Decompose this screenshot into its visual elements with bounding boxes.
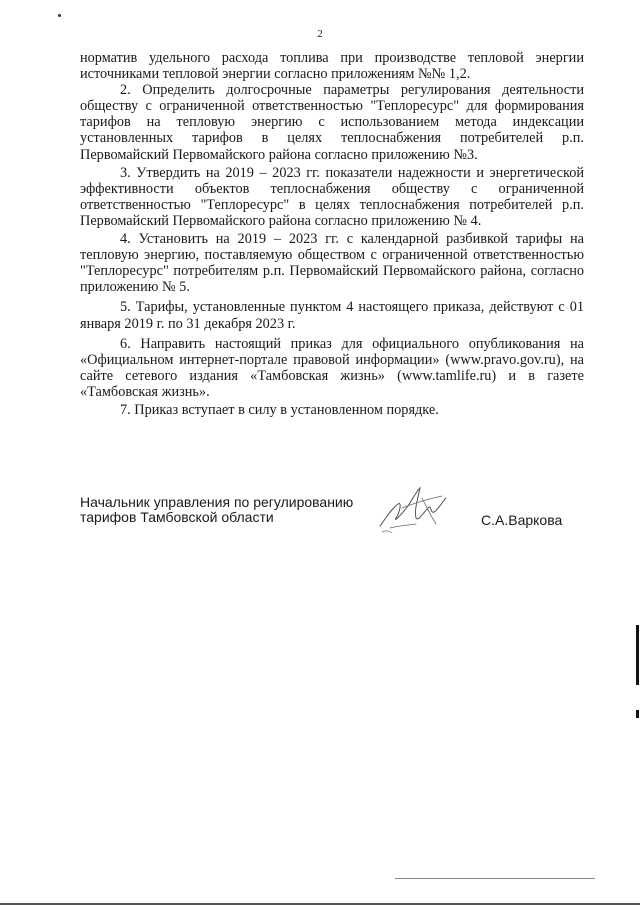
signatory-title-line2: тарифов Тамбовской области <box>80 509 274 525</box>
scan-artifact-dot <box>58 14 61 17</box>
paragraph-continuation: норматив удельного расхода топлива при производстве тепловой энергии источниками тепловой энергии согласно приложениям №№ 1,2. <box>80 50 584 83</box>
paragraph-item-5: 5. Тарифы, установленные пунктом 4 настоящего приказа, действуют с 01 января 2019 г. по 31 декабря 2023 г. <box>80 299 584 332</box>
paragraph-item-2: 2. Определить долгосрочные параметры регулирования деятельности обществу с ограниченной ответственностью "Теплоресурс" для формирования тарифов на тепловую энергию с использованием метода индексации установленных тарифов в целях теплоснабжения потребителей р.п. Первомайский Первомайского района согласно приложению №3. <box>80 82 584 163</box>
scan-edge-mark <box>636 625 639 685</box>
signatory-title-line1: Начальник управления по регулированию <box>80 494 354 510</box>
signatory-title <box>80 495 353 525</box>
scan-edge-mark <box>636 710 639 718</box>
handwritten-signature <box>372 478 472 538</box>
page-number: 2 <box>317 28 323 40</box>
document-body <box>80 50 584 418</box>
paragraph-item-3: 3. Утвердить на 2019 – 2023 гг. показатели надежности и энергетической эффективности объектов теплоснабжения обществу с ограниченной ответственностью "Теплоресурс" в целях теплоснабжения потребителей р.п. Первомайский Первомайского района согласно приложению № 4. <box>80 164 584 229</box>
paragraph-item-7: 7. Приказ вступает в силу в установленном порядке. <box>120 401 439 418</box>
scan-rule-line <box>395 878 595 879</box>
paragraph-item-4: 4. Установить на 2019 – 2023 гг. с календарной разбивкой тарифы на тепловую энергию, поставляемую обществом с ограниченной ответственностью "Теплоресурс" потребителям р.п. Первомайский Первомайского района, согласно приложению № 5. <box>80 231 584 296</box>
signatory-name: С.А.Варкова <box>481 512 563 528</box>
paragraph-item-6: 6. Направить настоящий приказ для официального опубликования на «Официальном интернет-портале правовой информации» (www.pravo.gov.ru), на сайте сетевого издания «Тамбовская жизнь» (www.tamlife.ru) и в газете «Тамбовская жизнь». <box>80 335 584 400</box>
